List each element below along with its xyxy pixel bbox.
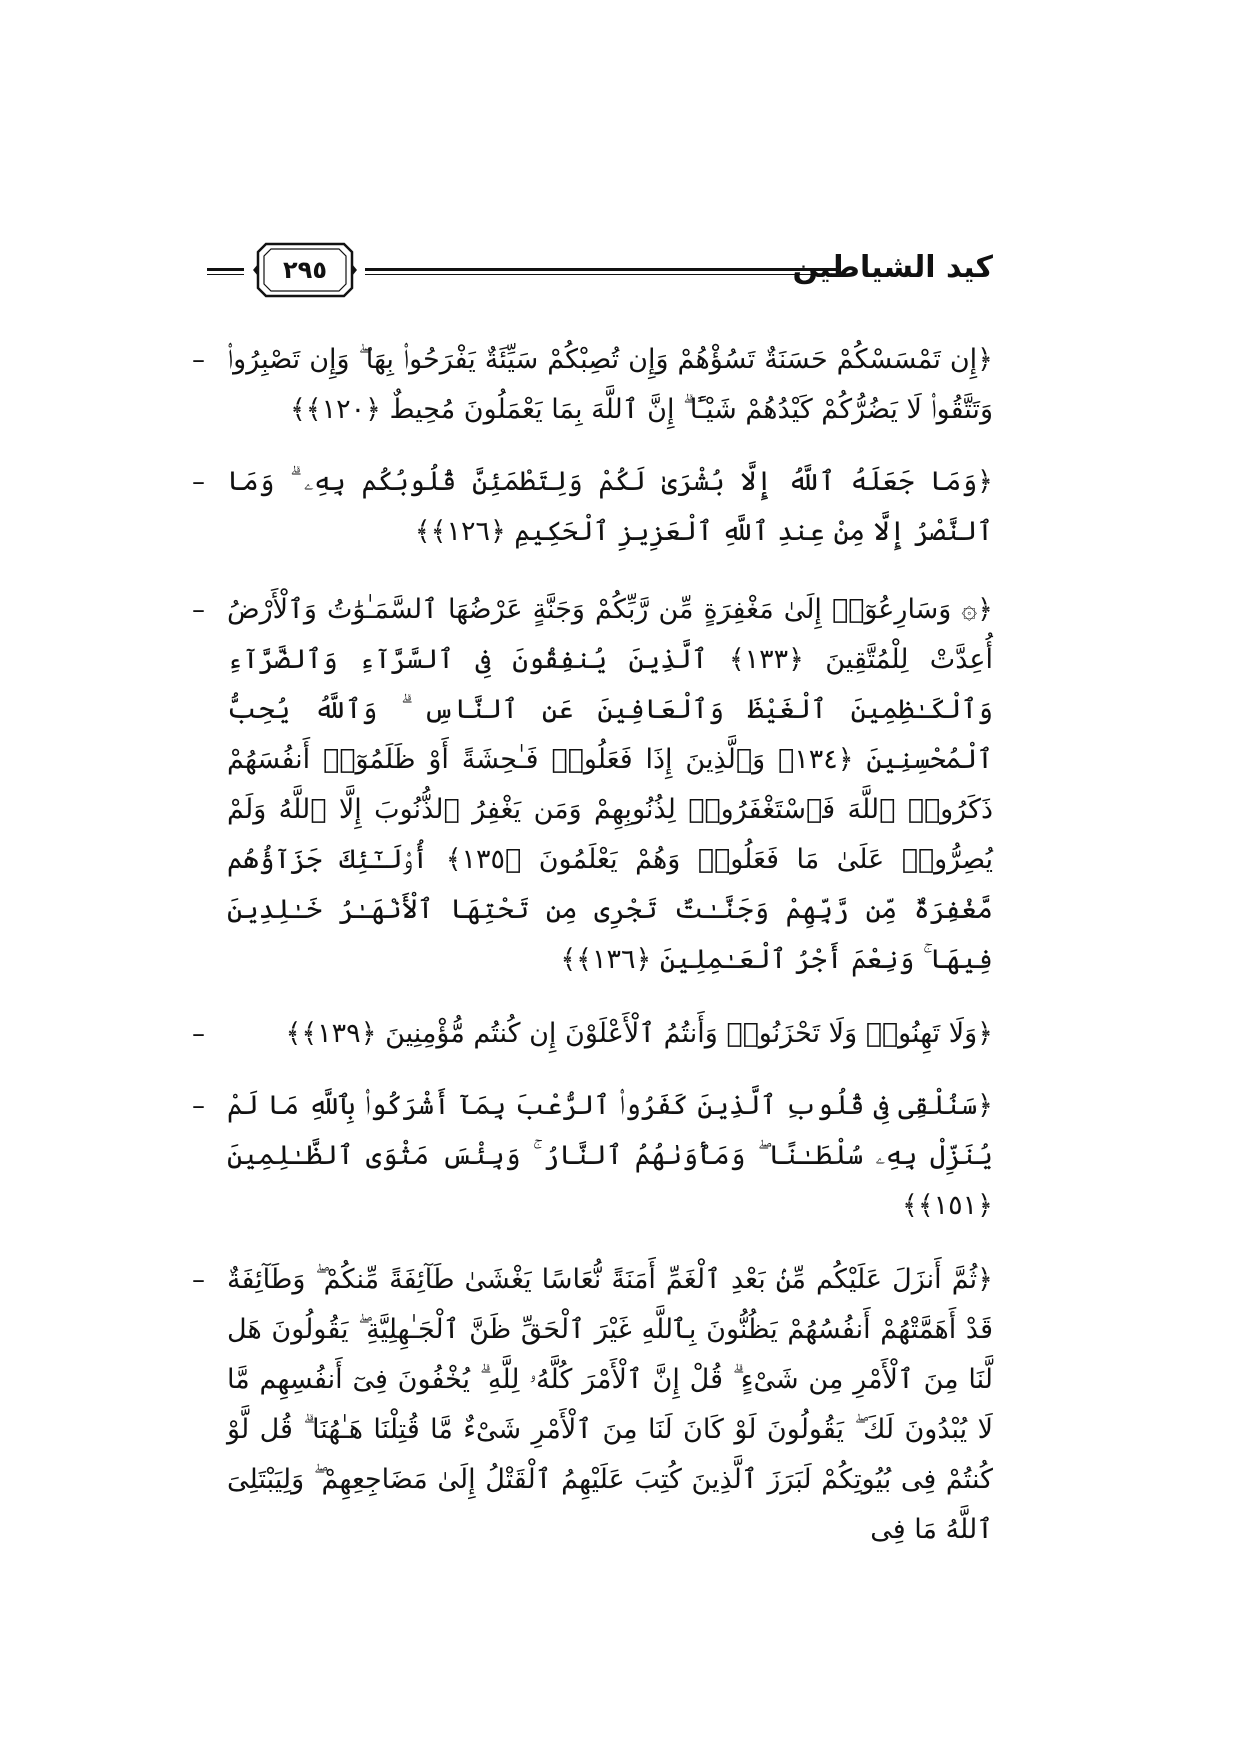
page-number: ٢٩٥: [283, 256, 327, 284]
page-header: [207, 235, 993, 305]
header-rule-right: [365, 268, 836, 271]
verse-list: [175, 335, 993, 1555]
verse-text: ﴿ثُمَّ أَنزَلَ عَلَيْكُم مِّنۢ بَعْدِ ٱلْغَمِّ أَمَنَةً نُّعَاسًا يَغْشَىٰ طَآئِفَةً مِّنكُمْ ۖ وَطَآئِفَةٌ قَدْ أَهَمَّتْهُمْ أَنفُسُهُمْ يَظُنُّونَ بِٱللَّهِ غَيْرَ ٱلْحَقِّ ظَنَّ ٱلْجَـٰهِلِيَّةِ ۖ يَقُولُونَ هَل لَّنَا مِنَ ٱلْأَمْرِ مِن شَىْءٍ ۗ قُلْ إِنَّ ٱلْأَمْرَ كُلَّهُۥ لِلَّهِ ۗ يُخْفُونَ فِىٓ أَنفُسِهِم مَّا لَا يُبْدُونَ لَكَ ۖ يَقُولُونَ لَوْ كَانَ لَنَا مِنَ ٱلْأَمْرِ شَىْءٌ مَّا قُتِلْنَا هَـٰهُنَا ۗ قُل لَّوْ كُنتُمْ فِى بُيُوتِكُمْ لَبَرَزَ ٱلَّذِينَ كُتِبَ عَلَيْهِمُ ٱلْقَتْلُ إِلَىٰ مَضَاجِعِهِمْ ۖ وَلِيَبْتَلِىَ ٱللَّهُ مَا فِى: [227, 1264, 993, 1545]
verse-item: [192, 1009, 993, 1059]
list-dash: –: [192, 467, 205, 497]
verse-text: ﴿۞ وَسَارِعُوٓا۟ إِلَىٰ مَغْفِرَةٍ مِّن رَّبِّكُمْ وَجَنَّةٍ عَرْضُهَا ٱلسَّمَـٰوَٰتُ وَٱلْأَرْضُ أُعِدَّتْ لِلْمُتَّقِينَ ﴿١٣٣﴾ ٱلَّذِينَ يُنفِقُونَ فِى ٱلسَّرَّآءِ وَٱلضَّرَّآءِ وَٱلْكَـٰظِمِينَ ٱلْغَيْظَ وَٱلْعَافِينَ عَنِ ٱلنَّاسِ ۗ وَٱللَّهُ يُحِبُّ ٱلْمُحْسِنِينَ ﴿١٣٤﴾ وَٱلَّذِينَ إِذَا فَعَلُوا۟ فَـٰحِشَةً أَوْ ظَلَمُوٓا۟ أَنفُسَهُمْ ذَكَرُوا۟ ٱللَّهَ فَٱسْتَغْفَرُوا۟ لِذُنُوبِهِمْ وَمَن يَغْفِرُ ٱلذُّنُوبَ إِلَّا ٱللَّهُ وَلَمْ يُصِرُّوا۟ عَلَىٰ مَا فَعَلُوا۟ وَهُمْ يَعْلَمُونَ ﴿١٣٥﴾ أُو۟لَـٰٓئِكَ جَزَآؤُهُم مَّغْفِرَةٌ مِّن رَّبِّهِمْ وَجَنَّـٰتٌ تَجْرِى مِن تَحْتِهَا ٱلْأَنْهَـٰرُ خَـٰلِدِينَ فِيهَا ۚ وَنِعْمَ أَجْرُ ٱلْعَـٰمِلِينَ ﴿١٣٦﴾﴾: [227, 594, 994, 975]
verse-item: [192, 1255, 993, 1555]
list-dash: –: [192, 595, 205, 625]
verse-text: ﴿إِن تَمْسَسْكُمْ حَسَنَةٌ تَسُؤْهُمْ وَإِن تُصِبْكُمْ سَيِّئَةٌ يَفْرَحُوا۟ بِهَا ۖ وَإِن تَصْبِرُوا۟ وَتَتَّقُوا۟ لَا يَضُرُّكُمْ كَيْدُهُمْ شَيْـًٔا ۗ إِنَّ ٱللَّهَ بِمَا يَعْمَلُونَ مُحِيطٌ ﴿١٢٠﴾﴾: [227, 344, 993, 425]
page-number-frame: [252, 240, 358, 300]
verse-text: ﴿وَلَا تَهِنُوا۟ وَلَا تَحْزَنُوا۟ وَأَنتُمُ ٱلْأَعْلَوْنَ إِن كُنتُم مُّؤْمِنِينَ ﴿١٣٩﴾﴾: [285, 1018, 993, 1049]
verse-item: [192, 585, 994, 985]
header-rule-left: [207, 268, 244, 271]
verse-item: [192, 335, 993, 435]
list-dash: –: [192, 1019, 205, 1049]
book-title: كيد الشياطين: [792, 250, 993, 285]
list-dash: –: [192, 1091, 205, 1121]
verse-item: [192, 1081, 993, 1231]
list-dash: –: [192, 1265, 205, 1295]
verse-text: ﴿وَمَا جَعَلَهُ ٱللَّهُ إِلَّا بُشْرَىٰ لَكُمْ وَلِتَطْمَئِنَّ قُلُوبُكُم بِهِۦ ۗ وَمَا ٱلنَّصْرُ إِلَّا مِنْ عِندِ ٱللَّهِ ٱلْعَزِيزِ ٱلْحَكِيمِ ﴿١٢٦﴾﴾: [227, 466, 993, 547]
verse-item: [192, 457, 993, 557]
verse-text: ﴿سَنُلْقِى فِى قُلُوبِ ٱلَّذِينَ كَفَرُوا۟ ٱلرُّعْبَ بِمَآ أَشْرَكُوا۟ بِٱللَّهِ مَا لَمْ يُنَزِّلْ بِهِۦ سُلْطَـٰنًا ۖ وَمَأْوَىٰهُمُ ٱلنَّارُ ۚ وَبِئْسَ مَثْوَى ٱلظَّـٰلِمِينَ ﴿١٥١﴾﴾: [227, 1090, 993, 1221]
list-dash: –: [192, 345, 205, 375]
